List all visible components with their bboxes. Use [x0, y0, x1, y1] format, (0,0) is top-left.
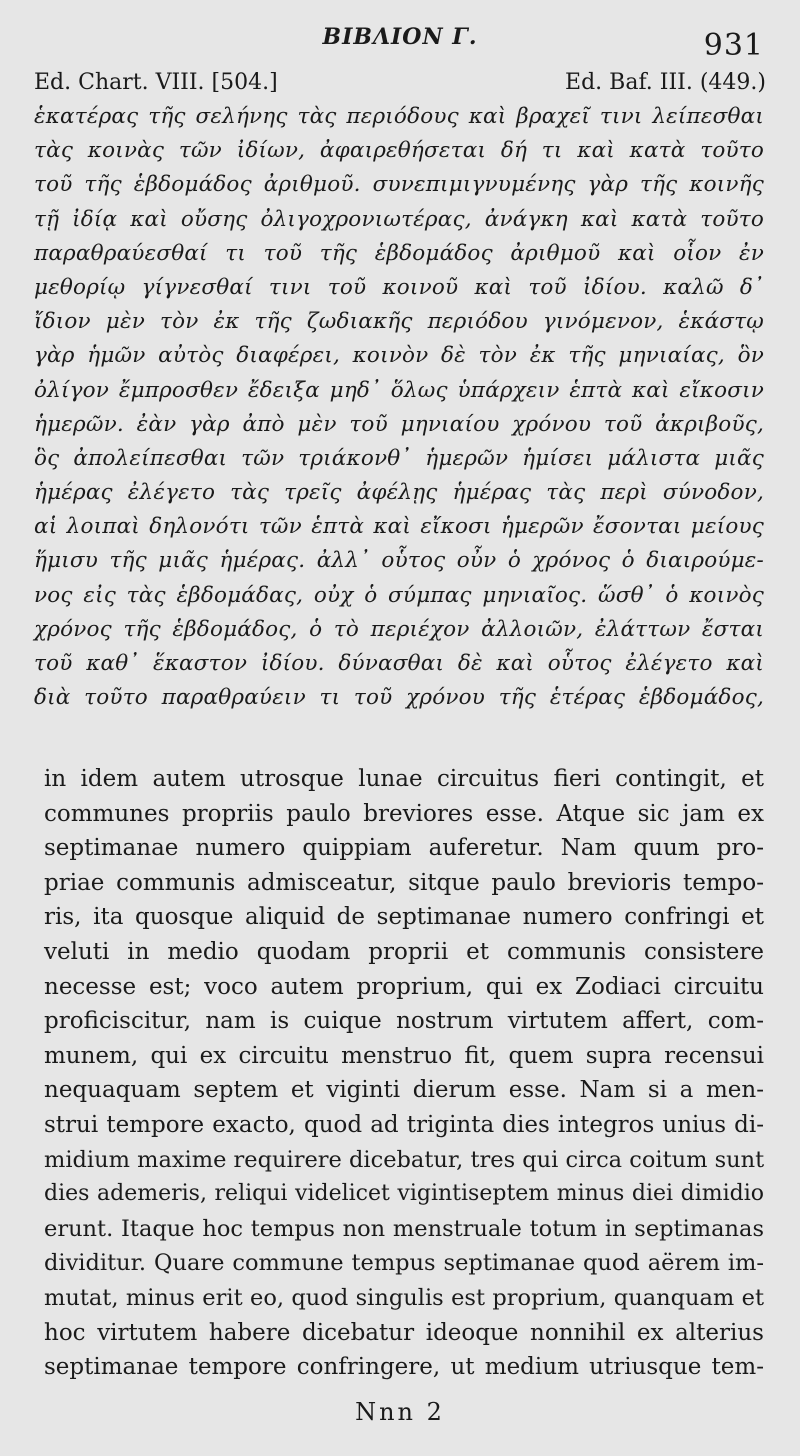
greek-line: τοῦ καθ᾽ ἕκαστον ἰδίου. δύνασθαι δὲ καὶ οὗτος ἐλέγετο καὶ [34, 651, 764, 676]
greek-line: ἴδιον μὲν τὸν ἐκ τῆς ζωδιακῆς περιόδου γινόμενον, ἑκάστῳ [34, 309, 764, 335]
latin-line: proficiscitur, nam is cuique nostrum virtutem affert, com- [44, 1008, 764, 1035]
page-number: 931 [703, 28, 764, 63]
latin-line: mutat, minus erit eo, quod singulis est proprium, quanquam et [44, 1284, 764, 1311]
greek-line: παραθραύεσθαί τι τοῦ τῆς ἑβδομάδος ἀριθμοῦ καὶ οἷον ἐν [34, 240, 764, 266]
greek-line: ὃς ἀπολείπεσθαι τῶν τριάκονθ᾽ ἡμερῶν ἡμίσει μάλιστα μιᾶς [34, 445, 764, 471]
running-title: ΒΙΒΛΙΟΝ Γ. [322, 24, 478, 50]
greek-text-block [34, 100, 764, 715]
latin-line: strui tempore exacto, quod ad triginta dies integros unius di- [44, 1111, 764, 1138]
latin-line: dies ademeris, reliqui videlicet vigintiseptem minus diei dimidio [44, 1181, 764, 1207]
latin-text-block [44, 762, 764, 1385]
latin-line: midium maxime requirere dicebatur, tres qui circa coitum sunt [44, 1146, 765, 1173]
greek-line: αἱ λοιπαὶ δηλονότι τῶν ἑπτὰ καὶ εἴκοσι ἡμερῶν ἔσονται μείους [34, 514, 764, 540]
latin-line: ris, ita quosque aliquid de septimanae numero confringi et [44, 904, 764, 931]
greek-line: τοῦ τῆς ἑβδομάδος ἀριθμοῦ. συνεπιμιγνυμένης γὰρ τῆς κοινῆς [34, 172, 764, 198]
greek-line: τῇ ἰδίᾳ καὶ οὔσης ὀλιγοχρονιωτέρας, ἀνάγκη καὶ κατὰ τοῦτο [34, 206, 764, 232]
greek-line: γὰρ ἡμῶν αὐτὸς διαφέρει, κοινὸν δὲ τὸν ἐκ τῆς μηνιαίας, ὃν [34, 343, 764, 369]
latin-line: erunt. Itaque hoc tempus non menstruale totum in septimanas [44, 1215, 764, 1242]
greek-line: ἡμερῶν. ἐὰν γὰρ ἀπὸ μὲν τοῦ μηνιαίου χρόνου τοῦ ἀκριβοῦς, [34, 411, 764, 437]
greek-line: διὰ τοῦτο παραθραύειν τι τοῦ χρόνου τῆς ἑτέρας ἑβδομάδος, [34, 685, 764, 711]
latin-line: nequaquam septem et viginti dierum esse. Nam si a men- [44, 1077, 764, 1104]
latin-line: hoc virtutem habere dicebatur ideoque nonnihil ex alterius [44, 1319, 764, 1346]
greek-line: ἑκατέρας τῆς σελήνης τὰς περιόδους καὶ βραχεῖ τινι λείπεσθαι [34, 104, 764, 129]
latin-line: communes propriis paulo breviores esse. Atque sic jam ex [44, 800, 764, 827]
greek-line: ἡμέρας ἐλέγετο τὰς τρεῖς ἀφέλῃς ἡμέρας τὰς περὶ σύνοδον, [34, 480, 764, 506]
edition-reference-left: Ed. Chart. VIII. [504.] [34, 70, 278, 95]
latin-line: veluti in medio quodam proprii et communis consistere [44, 938, 764, 965]
greek-line: μεθορίῳ γίγνεσθαί τινι τοῦ κοινοῦ καὶ τοῦ ἰδίου. καλῶ δ᾽ [34, 274, 764, 300]
edition-reference-right: Ed. Baf. III. (449.) [565, 70, 766, 95]
latin-line: priae communis admisceatur, sitque paulo brevioris tempo- [44, 869, 764, 896]
latin-line: septimanae tempore confringere, ut medium utriusque tem- [44, 1354, 764, 1381]
greek-line: ὀλίγον ἔμπροσθεν ἔδειξα μηδ᾽ ὅλως ὑπάρχειν ἑπτὰ καὶ εἴκοσιν [34, 377, 764, 403]
latin-line: in idem autem utrosque lunae circuitus fieri contingit, et [44, 766, 764, 792]
greek-line: τὰς κοινὰς τῶν ἰδίων, ἀφαιρεθήσεται δή τι καὶ κατὰ τοῦτο [34, 138, 764, 164]
greek-line: χρόνος τῆς ἑβδομάδος, ὁ τὸ περιέχον ἀλλοιῶν, ἐλάττων ἔσται [34, 616, 764, 642]
latin-line: dividitur. Quare commune tempus septimanae quod aërem im- [44, 1250, 764, 1277]
signature-mark: Nnn 2 [355, 1398, 445, 1426]
latin-line: septimanae numero quippiam auferetur. Nam quum pro- [44, 835, 764, 862]
greek-line: νος εἰς τὰς ἑβδομάδας, οὐχ ὁ σύμπας μηνιαῖος. ὥσθ᾽ ὁ κοινὸς [34, 582, 764, 608]
latin-line: munem, qui ex circuitu menstruo fit, quem supra recensui [44, 1042, 764, 1069]
greek-line: ἥμισυ τῆς μιᾶς ἡμέρας. ἀλλ᾽ οὗτος οὖν ὁ χρόνος ὁ διαιρούμε- [34, 548, 764, 574]
latin-line: necesse est; voco autem proprium, qui ex Zodiaci circuitu [44, 973, 764, 1000]
